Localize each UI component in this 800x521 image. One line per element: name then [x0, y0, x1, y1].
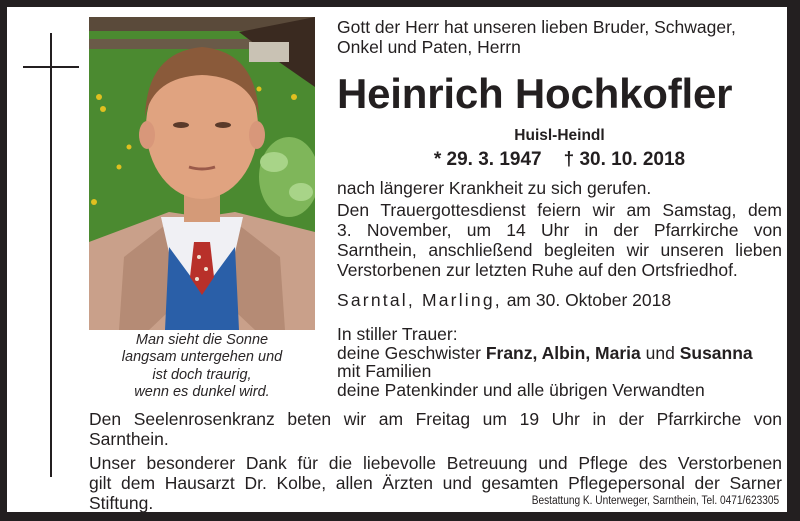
cross-icon-bar: [23, 66, 79, 68]
date: am 30. Oktober 2018: [506, 290, 672, 310]
service-line: Den Trauergottesdienst feiern wir am Samstag, dem: [337, 200, 782, 220]
siblings-name-last: Susanna: [679, 342, 753, 363]
intro-line: Onkel und Paten, Herrn: [337, 37, 521, 57]
quote-line: langsam untergehen und: [121, 349, 283, 366]
funeral-service-text: [337, 200, 782, 280]
mourners-list: [337, 325, 782, 399]
intro-text: [337, 17, 782, 57]
quote-line: Man sieht die Sonne: [135, 332, 269, 348]
quote-line: ist doch traurig,: [152, 366, 252, 383]
life-dates: [337, 148, 782, 172]
deceased-nickname: Huisl-Heindl: [514, 127, 605, 144]
siblings-line: [337, 344, 782, 363]
memorial-quote: [89, 332, 315, 401]
rosary-line: Den Seelenrosenkranz beten wir am Freitag um 19 Uhr in der Pfarrkirche von: [89, 409, 782, 429]
siblings-names: Franz, Albin, Maria: [485, 342, 641, 363]
families-line: mit Familien: [337, 361, 432, 381]
birth-date: * 29. 3. 1947: [433, 149, 542, 170]
cross-icon: [50, 33, 52, 477]
undertaker-credit: Bestattung K. Unterweger, Sarnthein, Tel. 0471/623305: [531, 495, 779, 507]
service-line: Verstorbenen zur letzten Ruhe auf den Ortsfriedhof.: [337, 260, 738, 280]
godchildren-line: deine Patenkinder und alle übrigen Verwandten: [337, 379, 705, 400]
mourning-heading: In stiller Trauer:: [337, 324, 458, 344]
service-line: 3. November, um 14 Uhr in der Pfarrkirche von: [337, 220, 782, 240]
portrait-photo: [89, 17, 315, 330]
intro-line: Gott der Herr hat unseren lieben Bruder, Schwager,: [337, 17, 736, 37]
thanks-line: Unser besonderer Dank für die liebevolle Betreuung und Pflege des Verstorbenen: [89, 453, 782, 473]
quote-line: wenn es dunkel wird.: [134, 383, 270, 400]
siblings-prefix: deine Geschwister: [337, 342, 486, 363]
thanks-line: gilt dem Hausarzt Dr. Kolbe, allen Ärzten und gesamten Pflegepersonal der Sarner: [89, 473, 782, 493]
place: Sarntal, Marling,: [337, 290, 502, 310]
thanks-line: Stiftung.: [89, 493, 154, 513]
deceased-name: Heinrich Hochkofler: [337, 70, 733, 117]
service-line: Sarnthein, anschließend begleiten wir unseren lieben: [337, 240, 782, 260]
place-and-date: [337, 290, 782, 310]
called-home-text: nach längerer Krankheit zu sich gerufen.: [337, 178, 652, 198]
rosary-text: [89, 409, 782, 449]
obituary-notice: [7, 7, 787, 512]
death-date: † 30. 10. 2018: [563, 149, 686, 170]
siblings-and: und: [640, 342, 680, 363]
rosary-line: Sarnthein.: [89, 429, 169, 449]
